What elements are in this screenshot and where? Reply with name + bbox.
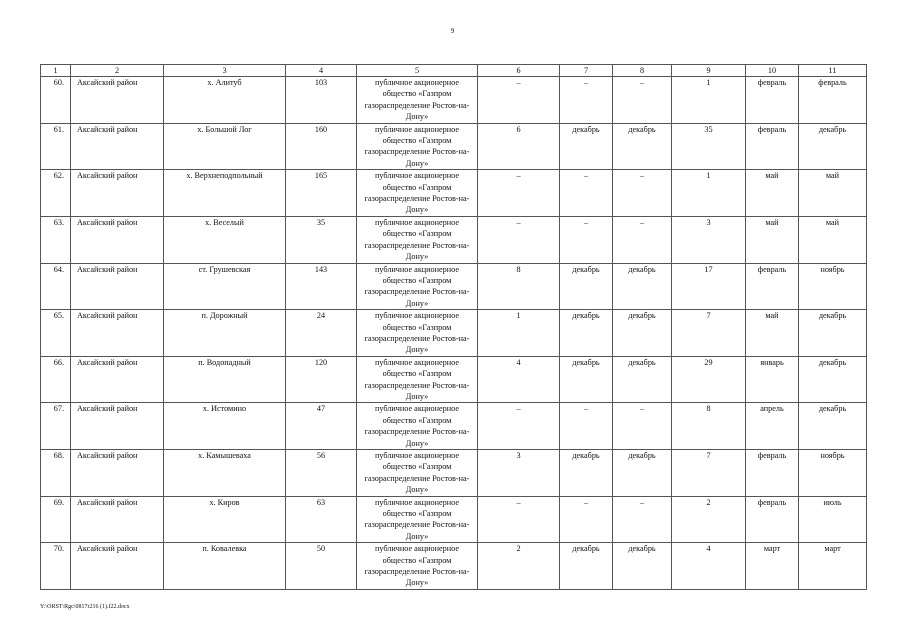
column-header-3: 3: [164, 65, 286, 77]
column-header-2: 2: [71, 65, 164, 77]
cell-district: Аксайский район: [71, 263, 164, 310]
cell-count: 24: [286, 310, 357, 357]
cell-col9-value: 17: [672, 263, 746, 310]
cell-district: Аксайский район: [71, 356, 164, 403]
page-number: 9: [450, 27, 455, 35]
table-row: [41, 263, 867, 310]
cell-col10-month: январь: [746, 356, 799, 403]
cell-organization: публичное акционерное общество «Газпром газораспределение Ростов-на-Дону»: [357, 170, 478, 217]
cell-district: Аксайский район: [71, 310, 164, 357]
cell-col7-month: –: [560, 170, 613, 217]
cell-col8-month: декабрь: [613, 450, 672, 497]
cell-settlement: х. Алитуб: [164, 77, 286, 124]
cell-row-number: 67.: [41, 403, 71, 450]
cell-district: Аксайский район: [71, 123, 164, 170]
cell-settlement: ст. Грушевская: [164, 263, 286, 310]
cell-col11-month: ноябрь: [799, 263, 867, 310]
cell-col8-month: –: [613, 403, 672, 450]
cell-settlement: х. Веселый: [164, 216, 286, 263]
cell-district: Аксайский район: [71, 216, 164, 263]
column-header-6: 6: [478, 65, 560, 77]
cell-col6-value: –: [478, 403, 560, 450]
cell-col7-month: декабрь: [560, 450, 613, 497]
cell-col8-month: декабрь: [613, 356, 672, 403]
column-header-11: 11: [799, 65, 867, 77]
cell-col11-month: март: [799, 543, 867, 590]
cell-col11-month: июль: [799, 496, 867, 543]
cell-col11-month: декабрь: [799, 403, 867, 450]
cell-settlement: х. Большой Лог: [164, 123, 286, 170]
cell-col7-month: –: [560, 216, 613, 263]
cell-col9-value: 8: [672, 403, 746, 450]
data-table: [40, 64, 867, 590]
cell-col11-month: ноябрь: [799, 450, 867, 497]
cell-settlement: п. Водопадный: [164, 356, 286, 403]
table-row: [41, 543, 867, 590]
cell-organization: публичное акционерное общество «Газпром газораспределение Ростов-на-Дону»: [357, 123, 478, 170]
cell-organization: публичное акционерное общество «Газпром газораспределение Ростов-на-Дону»: [357, 403, 478, 450]
table-row: [41, 450, 867, 497]
cell-col10-month: февраль: [746, 77, 799, 124]
cell-col9-value: 7: [672, 450, 746, 497]
column-header-8: 8: [613, 65, 672, 77]
cell-col10-month: март: [746, 543, 799, 590]
cell-col7-month: декабрь: [560, 123, 613, 170]
cell-row-number: 62.: [41, 170, 71, 217]
table-row: [41, 356, 867, 403]
cell-count: 47: [286, 403, 357, 450]
table-row: [41, 123, 867, 170]
cell-col9-value: 35: [672, 123, 746, 170]
cell-col6-value: 1: [478, 310, 560, 357]
footer-file-path: Y:\ORST\Rgc\0817r216 (1).f22.docx: [40, 604, 130, 610]
cell-district: Аксайский район: [71, 77, 164, 124]
cell-col6-value: 2: [478, 543, 560, 590]
cell-col6-value: –: [478, 496, 560, 543]
cell-district: Аксайский район: [71, 403, 164, 450]
cell-row-number: 69.: [41, 496, 71, 543]
cell-col8-month: декабрь: [613, 123, 672, 170]
cell-col6-value: –: [478, 77, 560, 124]
cell-col10-month: апрель: [746, 403, 799, 450]
cell-col6-value: 8: [478, 263, 560, 310]
cell-count: 165: [286, 170, 357, 217]
cell-organization: публичное акционерное общество «Газпром газораспределение Ростов-на-Дону»: [357, 496, 478, 543]
cell-col10-month: февраль: [746, 496, 799, 543]
cell-settlement: х. Истомино: [164, 403, 286, 450]
cell-count: 143: [286, 263, 357, 310]
cell-row-number: 66.: [41, 356, 71, 403]
column-header-4: 4: [286, 65, 357, 77]
cell-col6-value: 3: [478, 450, 560, 497]
cell-col8-month: –: [613, 496, 672, 543]
cell-col10-month: февраль: [746, 263, 799, 310]
cell-col7-month: декабрь: [560, 356, 613, 403]
column-header-7: 7: [560, 65, 613, 77]
cell-col11-month: декабрь: [799, 310, 867, 357]
cell-col10-month: февраль: [746, 450, 799, 497]
cell-col7-month: –: [560, 403, 613, 450]
cell-settlement: п. Ковалевка: [164, 543, 286, 590]
column-header-1: 1: [41, 65, 71, 77]
column-header-10: 10: [746, 65, 799, 77]
cell-settlement: х. Камышеваха: [164, 450, 286, 497]
cell-col7-month: декабрь: [560, 263, 613, 310]
cell-row-number: 60.: [41, 77, 71, 124]
table-header-row: [41, 65, 867, 77]
cell-row-number: 68.: [41, 450, 71, 497]
cell-organization: публичное акционерное общество «Газпром газораспределение Ростов-на-Дону»: [357, 543, 478, 590]
cell-col9-value: 7: [672, 310, 746, 357]
cell-row-number: 70.: [41, 543, 71, 590]
cell-col7-month: –: [560, 496, 613, 543]
table-row: [41, 216, 867, 263]
cell-organization: публичное акционерное общество «Газпром газораспределение Ростов-на-Дону»: [357, 310, 478, 357]
cell-count: 160: [286, 123, 357, 170]
cell-col11-month: май: [799, 170, 867, 217]
cell-col9-value: 29: [672, 356, 746, 403]
cell-col6-value: –: [478, 216, 560, 263]
cell-col8-month: декабрь: [613, 263, 672, 310]
cell-organization: публичное акционерное общество «Газпром газораспределение Ростов-на-Дону»: [357, 263, 478, 310]
cell-row-number: 64.: [41, 263, 71, 310]
cell-count: 103: [286, 77, 357, 124]
cell-district: Аксайский район: [71, 496, 164, 543]
cell-col6-value: –: [478, 170, 560, 217]
cell-organization: публичное акционерное общество «Газпром газораспределение Ростов-на-Дону»: [357, 216, 478, 263]
cell-col9-value: 2: [672, 496, 746, 543]
cell-settlement: х. Киров: [164, 496, 286, 543]
cell-col9-value: 4: [672, 543, 746, 590]
cell-count: 56: [286, 450, 357, 497]
cell-col7-month: –: [560, 77, 613, 124]
table-row: [41, 310, 867, 357]
cell-organization: публичное акционерное общество «Газпром газораспределение Ростов-на-Дону»: [357, 450, 478, 497]
column-header-9: 9: [672, 65, 746, 77]
cell-col9-value: 3: [672, 216, 746, 263]
cell-settlement: п. Дорожный: [164, 310, 286, 357]
cell-col10-month: май: [746, 170, 799, 217]
cell-col11-month: февраль: [799, 77, 867, 124]
column-header-5: 5: [357, 65, 478, 77]
table-row: [41, 77, 867, 124]
cell-col11-month: декабрь: [799, 356, 867, 403]
cell-count: 35: [286, 216, 357, 263]
cell-col8-month: –: [613, 77, 672, 124]
table-row: [41, 403, 867, 450]
cell-col9-value: 1: [672, 77, 746, 124]
cell-district: Аксайский район: [71, 543, 164, 590]
cell-col11-month: май: [799, 216, 867, 263]
cell-col10-month: февраль: [746, 123, 799, 170]
cell-col7-month: декабрь: [560, 310, 613, 357]
cell-row-number: 63.: [41, 216, 71, 263]
cell-row-number: 61.: [41, 123, 71, 170]
cell-col7-month: декабрь: [560, 543, 613, 590]
cell-col10-month: май: [746, 310, 799, 357]
cell-col8-month: декабрь: [613, 310, 672, 357]
table-body: [41, 65, 867, 590]
cell-row-number: 65.: [41, 310, 71, 357]
cell-col8-month: –: [613, 170, 672, 217]
cell-district: Аксайский район: [71, 450, 164, 497]
cell-col10-month: май: [746, 216, 799, 263]
cell-organization: публичное акционерное общество «Газпром газораспределение Ростов-на-Дону»: [357, 356, 478, 403]
cell-col8-month: декабрь: [613, 543, 672, 590]
cell-col11-month: декабрь: [799, 123, 867, 170]
cell-district: Аксайский район: [71, 170, 164, 217]
cell-col8-month: –: [613, 216, 672, 263]
table-row: [41, 170, 867, 217]
cell-col6-value: 6: [478, 123, 560, 170]
cell-settlement: х. Верхнеподпольный: [164, 170, 286, 217]
cell-count: 63: [286, 496, 357, 543]
cell-col9-value: 1: [672, 170, 746, 217]
cell-count: 50: [286, 543, 357, 590]
cell-organization: публичное акционерное общество «Газпром газораспределение Ростов-на-Дону»: [357, 77, 478, 124]
cell-col6-value: 4: [478, 356, 560, 403]
table-row: [41, 496, 867, 543]
cell-count: 120: [286, 356, 357, 403]
